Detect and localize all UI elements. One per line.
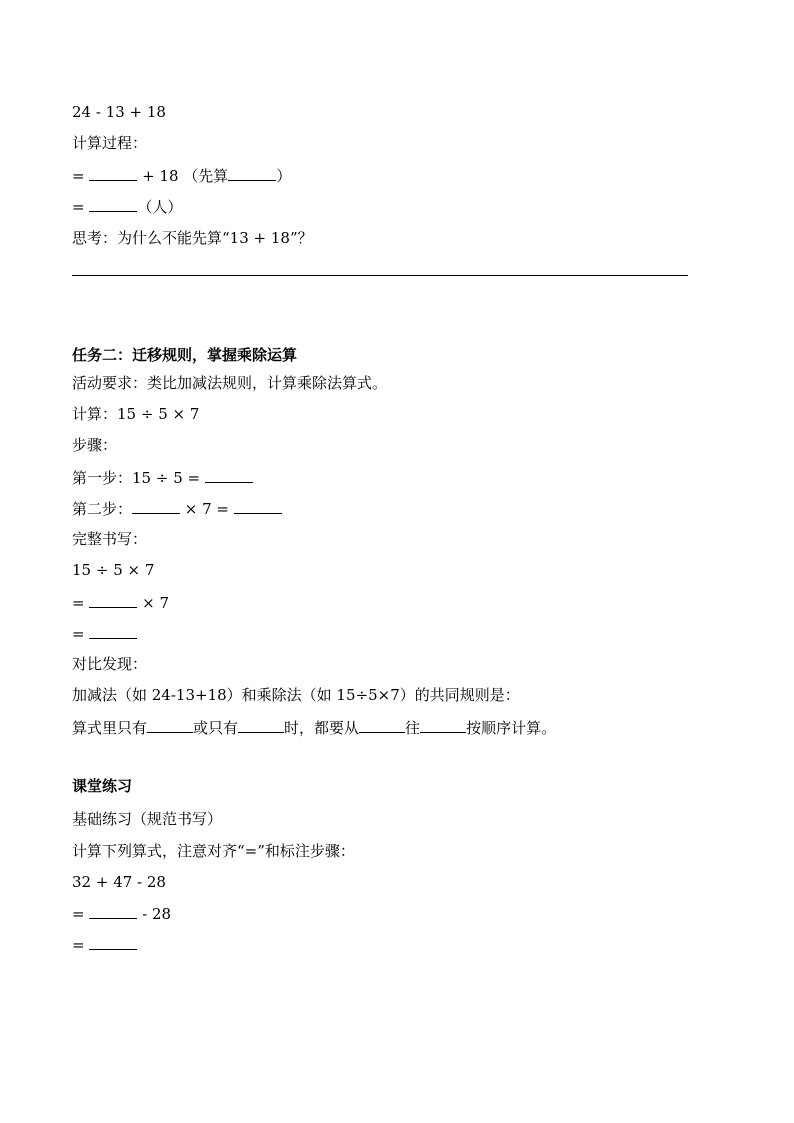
step-suffix: （人）	[137, 198, 183, 216]
compare-label-text: 对比发现：	[72, 655, 148, 673]
steps-label	[72, 436, 117, 454]
compare-text	[72, 686, 520, 704]
activity-requirement	[72, 374, 387, 392]
rule-part: 时，都要从	[284, 719, 360, 737]
process-label	[72, 134, 147, 152]
process-label-text: 计算过程：	[72, 134, 148, 152]
answer-blank[interactable]	[420, 718, 466, 733]
step-prefix: =	[72, 594, 90, 612]
process-step-2	[72, 197, 182, 216]
answer-blank[interactable]	[89, 904, 137, 919]
step-prefix: 第一步：15 ÷ 5 =	[72, 469, 205, 487]
step-prefix: 第二步：	[72, 500, 133, 518]
rule-part: 算式里只有	[72, 719, 148, 737]
steps-label-text: 步骤：	[72, 436, 118, 454]
answer-blank[interactable]	[132, 499, 180, 514]
calc-expression	[72, 405, 199, 423]
rule-part: 按顺序计算。	[466, 719, 557, 737]
answer-blank[interactable]	[234, 499, 282, 514]
step-prefix: =	[72, 167, 90, 185]
compare-body: 加减法（如 24-13+18）和乘除法（如 15÷5×7）的共同规则是：	[72, 686, 520, 704]
answer-blank[interactable]	[238, 718, 284, 733]
step-two	[72, 499, 282, 518]
answer-blank[interactable]	[147, 718, 193, 733]
step-prefix: =	[72, 936, 90, 954]
step-suffix: ）	[276, 167, 292, 185]
section-title-practice	[72, 777, 132, 795]
rule-part: 或只有	[193, 719, 239, 737]
instruction-text: 计算下列算式，注意对齐“=”和标注步骤：	[72, 842, 355, 860]
step-suffix: - 28	[137, 905, 172, 923]
full-writing-label	[72, 530, 147, 548]
answer-blank[interactable]	[228, 166, 276, 181]
answer-line[interactable]	[72, 275, 688, 276]
section-title-text: 任务二：迁移规则，掌握乘除运算	[72, 346, 298, 364]
practice-expression	[72, 873, 166, 891]
expression-text: 24 - 13 + 18	[72, 103, 166, 121]
step-one	[72, 468, 253, 487]
think-question	[72, 229, 313, 247]
step-prefix: =	[72, 625, 90, 643]
step-suffix: × 7	[137, 594, 169, 612]
practice-expression-text: 32 + 47 - 28	[72, 873, 166, 891]
expression-1	[72, 103, 166, 121]
compare-label	[72, 655, 147, 673]
requirement-text: 活动要求：类比加减法规则，计算乘除法算式。	[72, 374, 388, 392]
step-prefix: =	[72, 198, 90, 216]
rule-statement	[72, 718, 556, 737]
answer-blank[interactable]	[89, 166, 137, 181]
answer-blank[interactable]	[89, 935, 137, 950]
subtitle-text: 基础练习（规范书写）	[72, 810, 223, 828]
practice-instruction	[72, 842, 355, 860]
process-step-1	[72, 166, 291, 185]
calc-text: 计算：15 ÷ 5 × 7	[72, 405, 200, 423]
section-title-task2	[72, 346, 297, 364]
answer-blank[interactable]	[89, 593, 137, 608]
rule-part: 往	[405, 719, 421, 737]
answer-blank[interactable]	[359, 718, 405, 733]
full-expression	[72, 561, 154, 579]
step-mid: × 7 =	[180, 500, 234, 518]
full-step-2	[72, 624, 137, 643]
section-title-text: 课堂练习	[72, 777, 133, 795]
answer-blank[interactable]	[89, 197, 137, 212]
full-label-text: 完整书写：	[72, 530, 148, 548]
step-mid: + 18 （先算	[137, 167, 229, 185]
full-step-1	[72, 593, 169, 612]
step-prefix: =	[72, 905, 90, 923]
answer-blank[interactable]	[205, 468, 253, 483]
full-expression-text: 15 ÷ 5 × 7	[72, 561, 155, 579]
practice-subtitle	[72, 810, 222, 828]
practice-step-1	[72, 904, 171, 923]
think-text: 思考：为什么不能先算“13 + 18”？	[72, 229, 313, 247]
answer-blank[interactable]	[89, 624, 137, 639]
practice-step-2	[72, 935, 137, 954]
